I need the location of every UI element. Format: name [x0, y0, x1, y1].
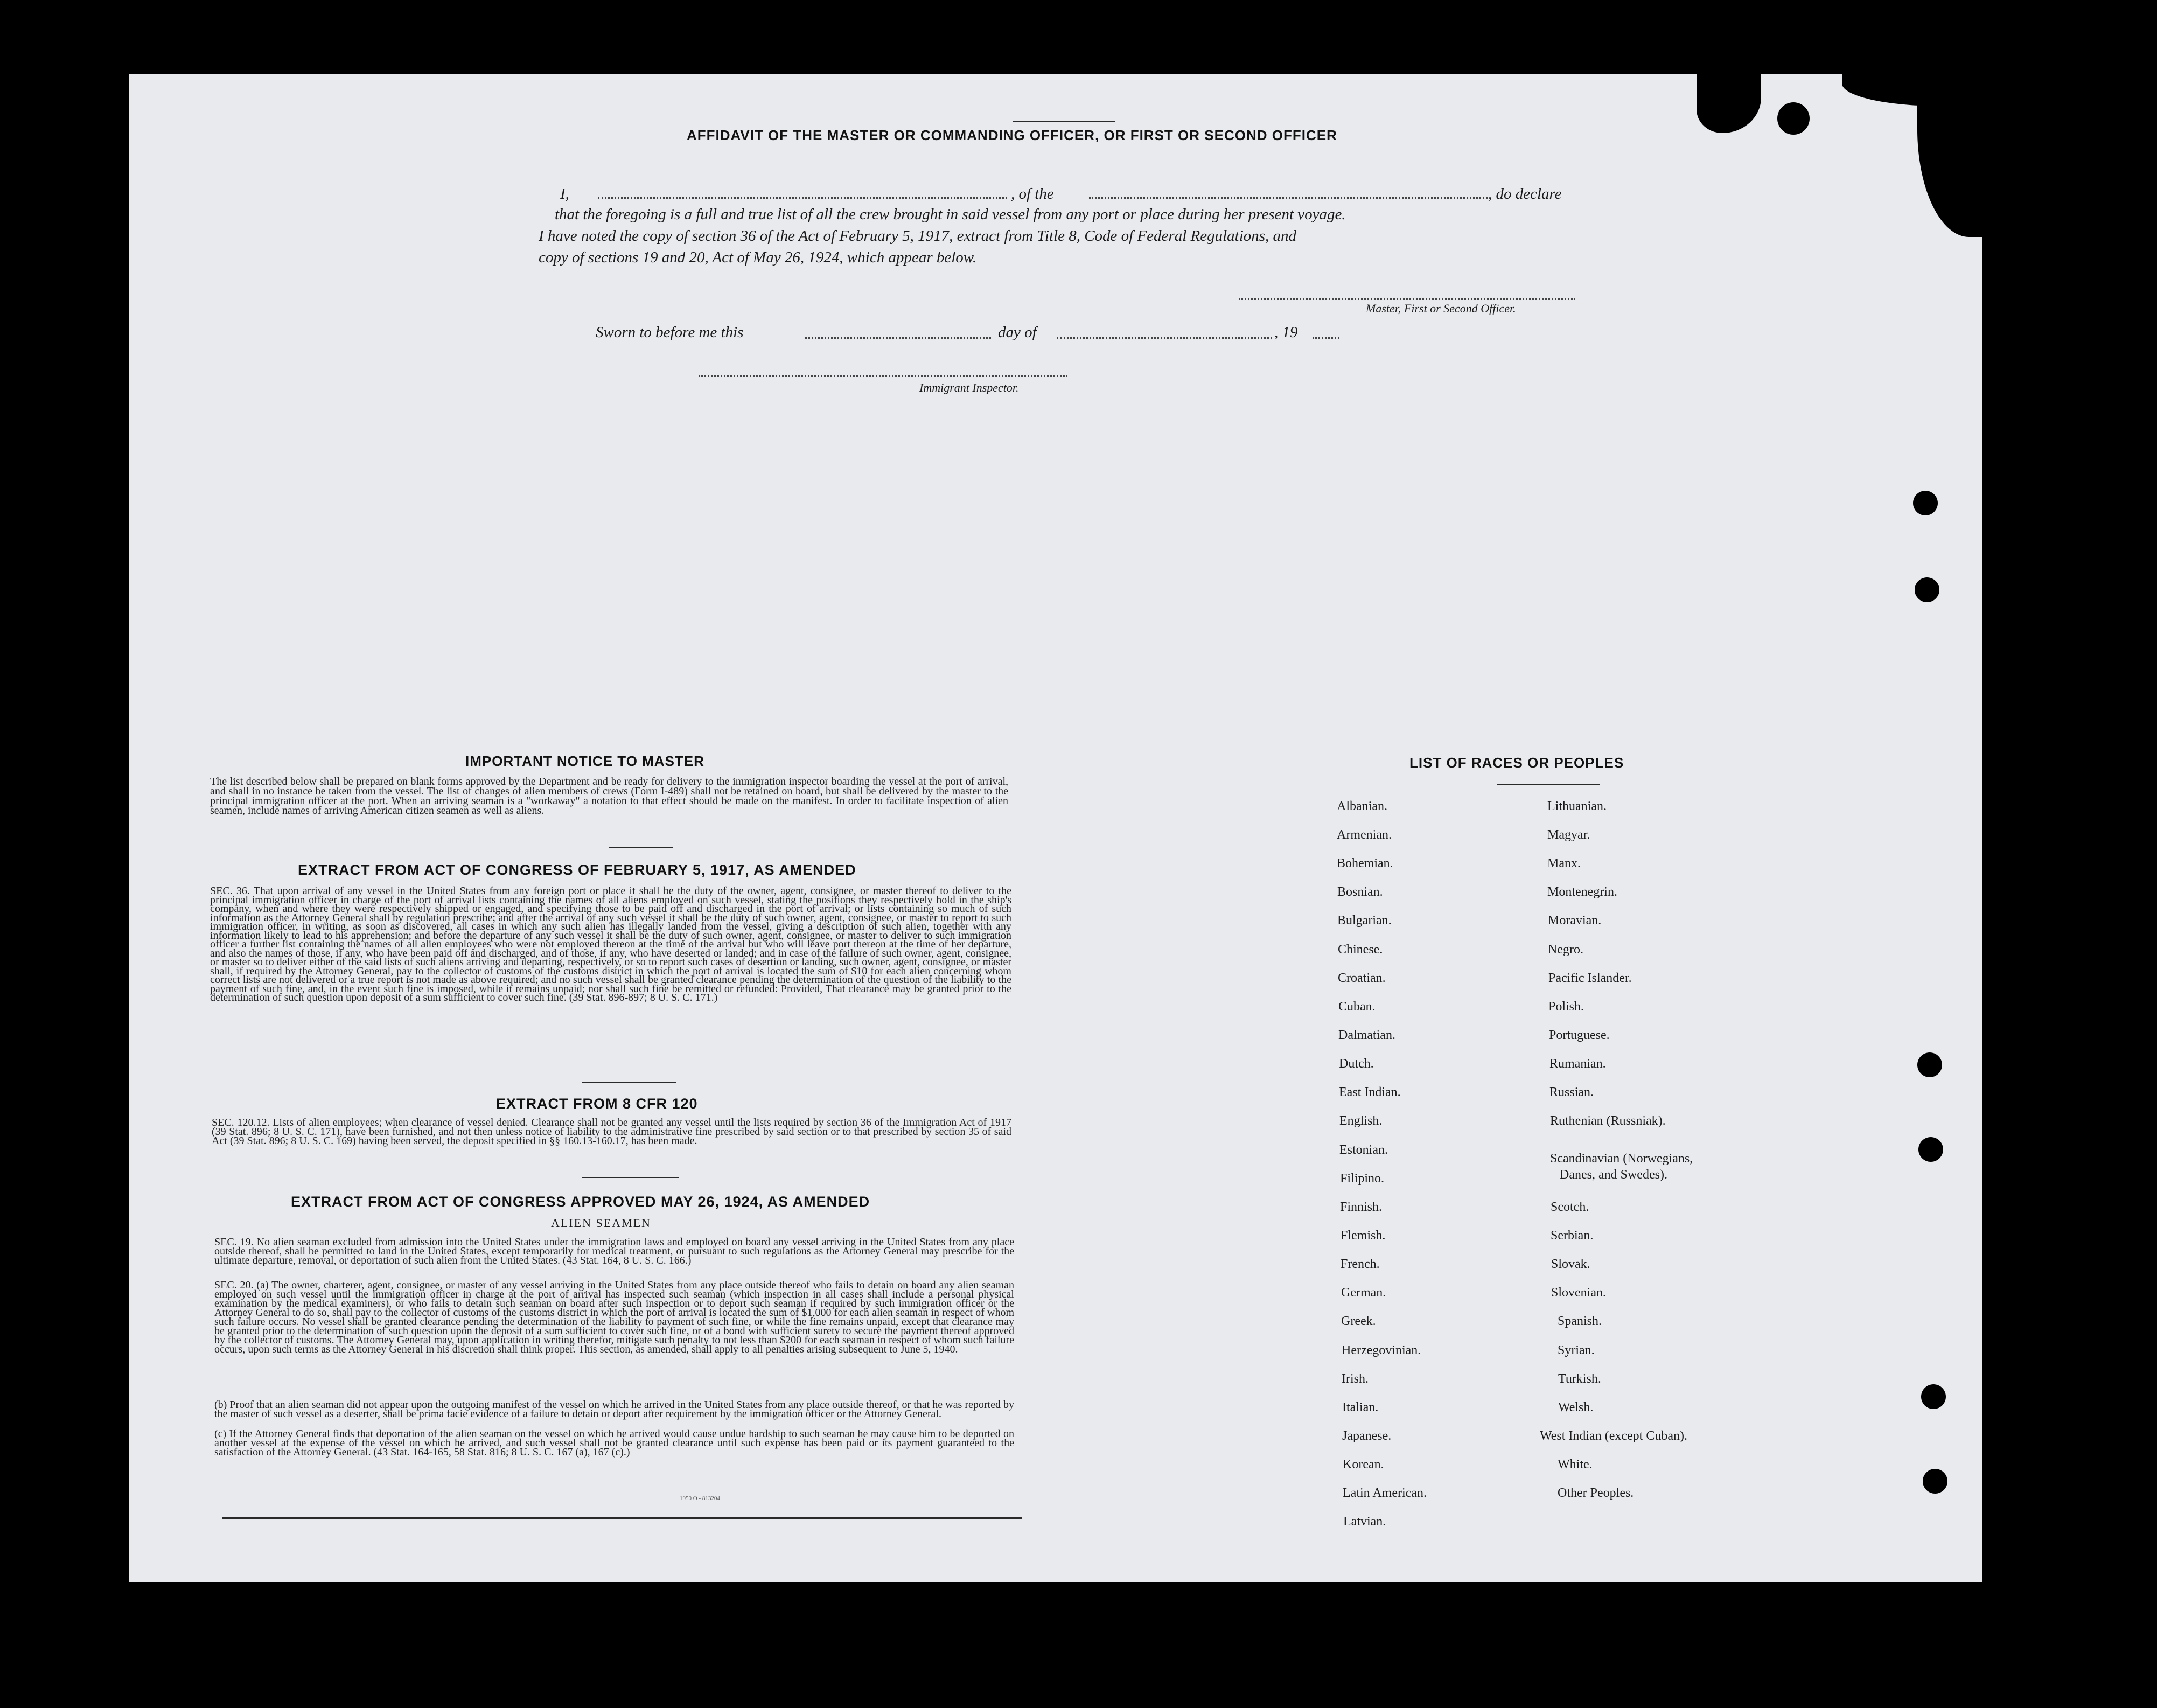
- race-item: Armenian.: [1337, 828, 1392, 842]
- vessel-blank: [1089, 197, 1488, 199]
- race-item: Lithuanian.: [1547, 799, 1607, 813]
- race-item: Japanese.: [1342, 1429, 1392, 1443]
- affidavit-do-declare: , do declare: [1488, 185, 1562, 203]
- race-item: Flemish.: [1341, 1229, 1386, 1243]
- race-item: Montenegrin.: [1547, 885, 1617, 899]
- race-item: Manx.: [1547, 856, 1581, 870]
- race-item: East Indian.: [1339, 1085, 1401, 1099]
- bottom-rule: [222, 1517, 1022, 1519]
- declaration-line-3: I have noted the copy of section 36 of the Act of February 5, 1917, extract from Title 8, Code of Federal Regulations, and: [539, 227, 1297, 245]
- race-item: Finnish.: [1340, 1200, 1383, 1214]
- race-item: Negro.: [1548, 943, 1583, 957]
- master-label: Master, First or Second Officer.: [1366, 302, 1516, 315]
- extract-1917-body: SEC. 36. That upon arrival of any vessel in the United States from any foreign port or place it shall be the duty of the owner, agent, consignee, or master thereof to deliver to the principal immigration officer in charge of the port of arrival lists containing the names of all aliens employed on such vessel, stating the positions they respectively hold in the ship's company, when and where they were respectively shipped or engaged, and specifying those to be paid off and discharged in the port of arrival; or lists containing so much of such information as the Attorney General shall by regulation prescribe; and after the arrival of any such vessel it shall be the duty of such owner, agent, consignee, or master to report to such immigration officer, in writing, as soon as discovered, all cases in which any such alien has illegally landed from the vessel, giving a description of such alien, together with any information likely to lead to his apprehension; and before the departure of any such vessel it shall be the duty of such owner, agent, consignee, or master to deliver to such immigration officer a further list containing the names of all alien employees who were not employed thereon at the time of the arrival but who will leave port thereon at the time of her departure, and also the names of those, if any, who have been paid off and discharged, and of those, if any, who have deserted or landed; and in case of the failure of such owner, agent, consignee, or master so to deliver either of the said lists of such aliens arriving and departing, respectively, or so to report such cases of desertion or landing, such owner, agent, consignee, or master shall, if required by the Attorney General, pay to the collector of customs of the customs district in which the port of arrival is located the sum of $10 for each alien concerning whom correct lists are not delivered or a true report is not made as above required; and no such vessel shall be granted clearance pending the determination of the question of the liability to the payment of such fine, and, in the event such fine is imposed, while it remains unpaid; nor shall such fine be remitted or refunded: Provided, That clearance may be granted prior to the determination of such question upon deposit of a sum sufficient to cover such fine. (39 Stat. 896-897; 8 U. S. C. 171.): [210, 885, 1011, 1003]
- race-item: White.: [1558, 1458, 1593, 1472]
- race-item: Italian.: [1342, 1400, 1379, 1414]
- punch-hole: [1917, 1052, 1942, 1077]
- sworn-month-blank: [1057, 337, 1272, 339]
- sec-19: SEC. 19. No alien seaman excluded from admission into the United States under the immigration laws and employed on board any vessel arriving in the United States from any place outside thereof, shall be permitted to land in the United States, except temporarily for medical treatment, or pursuant to such regulations as the Attorney General may prescribe for the ultimate departure, removal, or deportation of such alien from the United States. (43 Stat. 164, 8 U. S. C. 166.): [214, 1236, 1014, 1266]
- extract-1917-title: EXTRACT FROM ACT OF CONGRESS OF FEBRUARY 5, 1917, AS AMENDED: [298, 862, 856, 878]
- race-item: Pacific Islander.: [1548, 971, 1632, 985]
- name-blank: [598, 197, 1007, 199]
- race-item: Russian.: [1549, 1085, 1594, 1099]
- race-item: Scandinavian (Norwegians, Danes, and Swedes).: [1550, 1152, 1693, 1182]
- inspector-label: Immigrant Inspector.: [919, 381, 1019, 394]
- sec-20c: (c) If the Attorney General finds that deportation of the alien seaman on the vessel on which he arrived would cause undue hardship to such seaman he may cause him to be deported on another vessel at the expense of the vessel on which he arrived, and such vessel shall not be granted clearance until such expense has been paid or its payment guaranteed to the satisfaction of the Attorney General. (43 Stat. 164-165, 58 Stat. 816; 8 U. S. C. 167 (a), 167 (c).): [214, 1428, 1014, 1458]
- race-item: Bohemian.: [1337, 856, 1393, 870]
- race-item: Syrian.: [1558, 1343, 1595, 1357]
- races-title-rule: [1497, 784, 1600, 785]
- declaration-line-4: copy of sections 19 and 20, Act of May 26, 1924, which appear below.: [539, 249, 977, 266]
- race-item: Cuban.: [1338, 1000, 1376, 1014]
- punch-hole: [1913, 491, 1938, 515]
- race-item: French.: [1341, 1257, 1380, 1271]
- sworn-text: Sworn to before me this: [596, 324, 744, 341]
- race-item: Filipino.: [1340, 1172, 1385, 1186]
- notice-title: IMPORTANT NOTICE TO MASTER: [465, 753, 704, 769]
- affidavit-title: AFFIDAVIT OF THE MASTER OR COMMANDING OFFICER, OR FIRST OR SECOND OFFICER: [687, 127, 1337, 143]
- race-item: Bulgarian.: [1337, 914, 1392, 928]
- race-item: Polish.: [1548, 1000, 1584, 1014]
- race-item: Irish.: [1342, 1372, 1369, 1386]
- race-item: English.: [1339, 1114, 1383, 1128]
- race-item: Portuguese.: [1549, 1028, 1610, 1042]
- master-signature-line: [1239, 298, 1575, 300]
- race-item: West Indian (except Cuban).: [1540, 1429, 1687, 1443]
- extract-1924-title: EXTRACT FROM ACT OF CONGRESS APPROVED MAY 26, 1924, AS AMENDED: [291, 1194, 870, 1210]
- race-item: Slovenian.: [1551, 1286, 1606, 1300]
- race-item: Estonian.: [1339, 1143, 1388, 1157]
- race-item: German.: [1341, 1286, 1386, 1300]
- sec-20b: (b) Proof that an alien seaman did not appear upon the outgoing manifest of the vessel on which he arrived in the United States from any place outside thereof, or that he was reported by the master of such vessel as a deserter, shall be prima facie evidence of a failure to detain or deport after requirement by the immigration officer or the Attorney General.: [214, 1399, 1014, 1420]
- race-item: Turkish.: [1558, 1372, 1601, 1386]
- sec-20a: SEC. 20. (a) The owner, charterer, agent, consignee, or master of any vessel arriving in the United States from any place outside thereof who fails to detain on board any alien seaman employed on such vessel until the immigration officer in charge at the port of arrival has inspected such seaman (which inspection in all cases shall include a personal physical examination by the medical examiners), or who fails to detain such seaman on board after such inspection or to deport such seaman if required by such immigration officer or the Attorney General to do so, shall pay to the collector of customs of the customs district in which the port of arrival is located the sum of $1,000 for each alien seaman in respect of whom such failure occurs. No vessel shall be granted clearance pending the determination of the liability to payment of such fine, or while the fine remains unpaid, except that clearance may be granted prior to the determination of such question upon the deposit of a sum sufficient to cover such fine, or of a bond with sufficient surety to secure the payment thereof approved by the collector of customs. The Attorney General may, upon application in writing therefor, mitigate such penalty to not less than $200 for each seaman in respect of whom such failure occurs, upon such terms as the Attorney General in his discretion shall think proper. This section, as amended, shall apply to all penalties arising subsequent to June 5, 1940.: [214, 1279, 1014, 1355]
- title-rule: [1013, 121, 1115, 122]
- race-item: Spanish.: [1558, 1314, 1602, 1328]
- race-item: Rumanian.: [1549, 1057, 1606, 1071]
- race-item: Dalmatian.: [1338, 1028, 1395, 1042]
- extract-1924-subtitle: ALIEN SEAMEN: [551, 1216, 651, 1230]
- race-item: Latvian.: [1343, 1515, 1386, 1529]
- extract-cfr-body: SEC. 120.12. Lists of alien employees; when clearance of vessel denied. Clearance shall not be granted any vessel until the lists required by section 36 of the Immigration Act of 1917 (39 Stat. 896; 8 U. S. C. 171), have been furnished, and not then unless notice of liability to the administrative fine prescribed by said section or to that prescribed by section 35 of said Act (39 Stat. 896; 8 U. S. C. 169) having been served, the deposit specified in §§ 160.13-160.17, has been made.: [212, 1117, 1011, 1147]
- races-title: LIST OF RACES OR PEOPLES: [1409, 755, 1624, 771]
- punch-hole: [1915, 577, 1939, 602]
- race-item: Latin American.: [1343, 1486, 1427, 1500]
- day-of-text: day of: [998, 324, 1037, 341]
- punch-hole: [1918, 1137, 1943, 1162]
- torn-corner-fragment: [1777, 102, 1810, 135]
- race-item: Bosnian.: [1337, 885, 1383, 899]
- print-code: 1950 O - 813204: [680, 1495, 720, 1502]
- section-divider: [609, 847, 673, 848]
- declaration-line-2: that the foregoing is a full and true list of all the crew brought in said vessel from any port or place during her present voyage.: [555, 206, 1346, 223]
- document-page: [129, 74, 1982, 1582]
- race-item: Korean.: [1343, 1458, 1384, 1472]
- race-item: Chinese.: [1338, 943, 1383, 957]
- affidavit-i-label: I,: [560, 185, 569, 203]
- sworn-day-blank: [805, 337, 991, 339]
- race-item: Magyar.: [1547, 828, 1590, 842]
- year-blank: [1313, 337, 1339, 339]
- affidavit-of-the: , of the: [1011, 185, 1054, 203]
- inspector-signature-line: [699, 375, 1067, 377]
- section-divider: [582, 1082, 676, 1083]
- race-item: Scotch.: [1551, 1200, 1589, 1214]
- race-item: Moravian.: [1548, 914, 1602, 928]
- race-item: Herzegovinian.: [1342, 1343, 1421, 1357]
- race-item: Dutch.: [1339, 1057, 1374, 1071]
- extract-cfr-title: EXTRACT FROM 8 CFR 120: [496, 1096, 698, 1112]
- year-text: , 19: [1274, 324, 1298, 341]
- race-item: Croatian.: [1338, 971, 1386, 985]
- punch-hole: [1921, 1384, 1946, 1409]
- race-item: Albanian.: [1337, 799, 1387, 813]
- race-item: Ruthenian (Russniak).: [1550, 1114, 1666, 1128]
- notice-body: The list described below shall be prepared on blank forms approved by the Department and be ready for delivery to the immigration inspector boarding the vessel at the port of arrival, and shall in no instance be taken from the vessel. The list of changes of alien members of crews (Form I-489) shall not be retained on board, but shall be delivered by the master to the principal immigration officer at the port. When an arriving seaman is a "workaway" a notation to that effect should be made on the manifest. In order to facilitate inspection of alien seamen, include names of arriving American citizen seamen as well as aliens.: [210, 776, 1008, 817]
- race-item: Other Peoples.: [1558, 1486, 1634, 1500]
- punch-hole: [1923, 1469, 1947, 1494]
- race-item: Greek.: [1341, 1314, 1376, 1328]
- section-divider: [582, 1177, 679, 1178]
- race-item: Slovak.: [1551, 1257, 1590, 1271]
- race-item: Serbian.: [1551, 1229, 1594, 1243]
- race-item: Welsh.: [1558, 1400, 1594, 1414]
